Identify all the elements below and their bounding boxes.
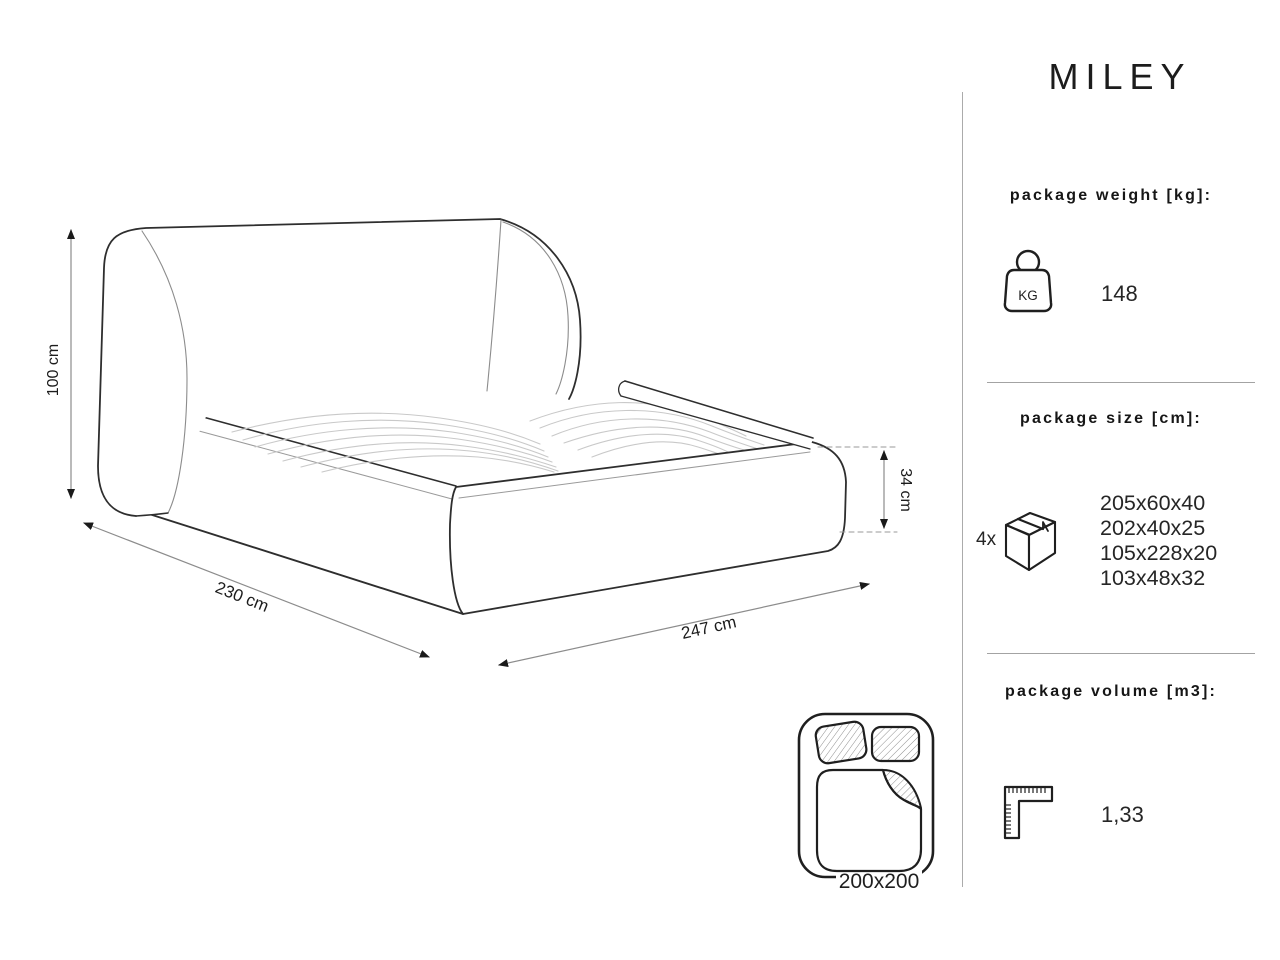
dimension-depth-label: 230 cm — [212, 577, 272, 616]
package-weight-heading: package weight [kg]: — [1009, 187, 1213, 204]
pillow-right — [872, 727, 919, 761]
package-count-label: 4x — [976, 529, 997, 550]
package-volume-heading: package volume [m3]: — [1004, 683, 1218, 700]
dimension-base-height-label: 34 cm — [897, 468, 914, 512]
pillow-left — [814, 720, 867, 764]
far-side-rail — [619, 381, 813, 449]
weight-kg-icon — [1005, 251, 1051, 311]
top-view-inset — [799, 714, 933, 893]
panel-vertical-divider — [962, 92, 963, 887]
section-divider — [987, 382, 1255, 383]
package-size-value: 103x48x32 — [1100, 566, 1206, 590]
package-weight-value: 148 — [1101, 281, 1138, 306]
package-box-icon — [1006, 513, 1055, 570]
dimension-height — [45, 230, 71, 498]
package-volume-value: 1,33 — [1101, 802, 1144, 827]
package-size-list — [1100, 491, 1217, 591]
bed-line-drawing — [45, 219, 914, 665]
section-divider — [987, 653, 1255, 654]
top-view-size-label: 200x200 — [838, 870, 920, 893]
dimension-width-label: 247 cm — [679, 612, 739, 643]
dimension-height-label: 100 cm — [45, 343, 62, 397]
bed-base-front — [450, 442, 846, 614]
ruler-square-icon — [1005, 787, 1052, 838]
package-size-value: 205x60x40 — [1100, 491, 1206, 515]
package-size-heading: package size [cm]: — [1020, 410, 1202, 427]
weight-icon-unit-label: KG — [1018, 288, 1038, 303]
package-size-value: 105x228x20 — [1100, 541, 1218, 565]
package-size-value: 202x40x25 — [1100, 516, 1206, 540]
product-title: MILEY — [1048, 56, 1192, 97]
bed-base-side — [146, 417, 463, 614]
